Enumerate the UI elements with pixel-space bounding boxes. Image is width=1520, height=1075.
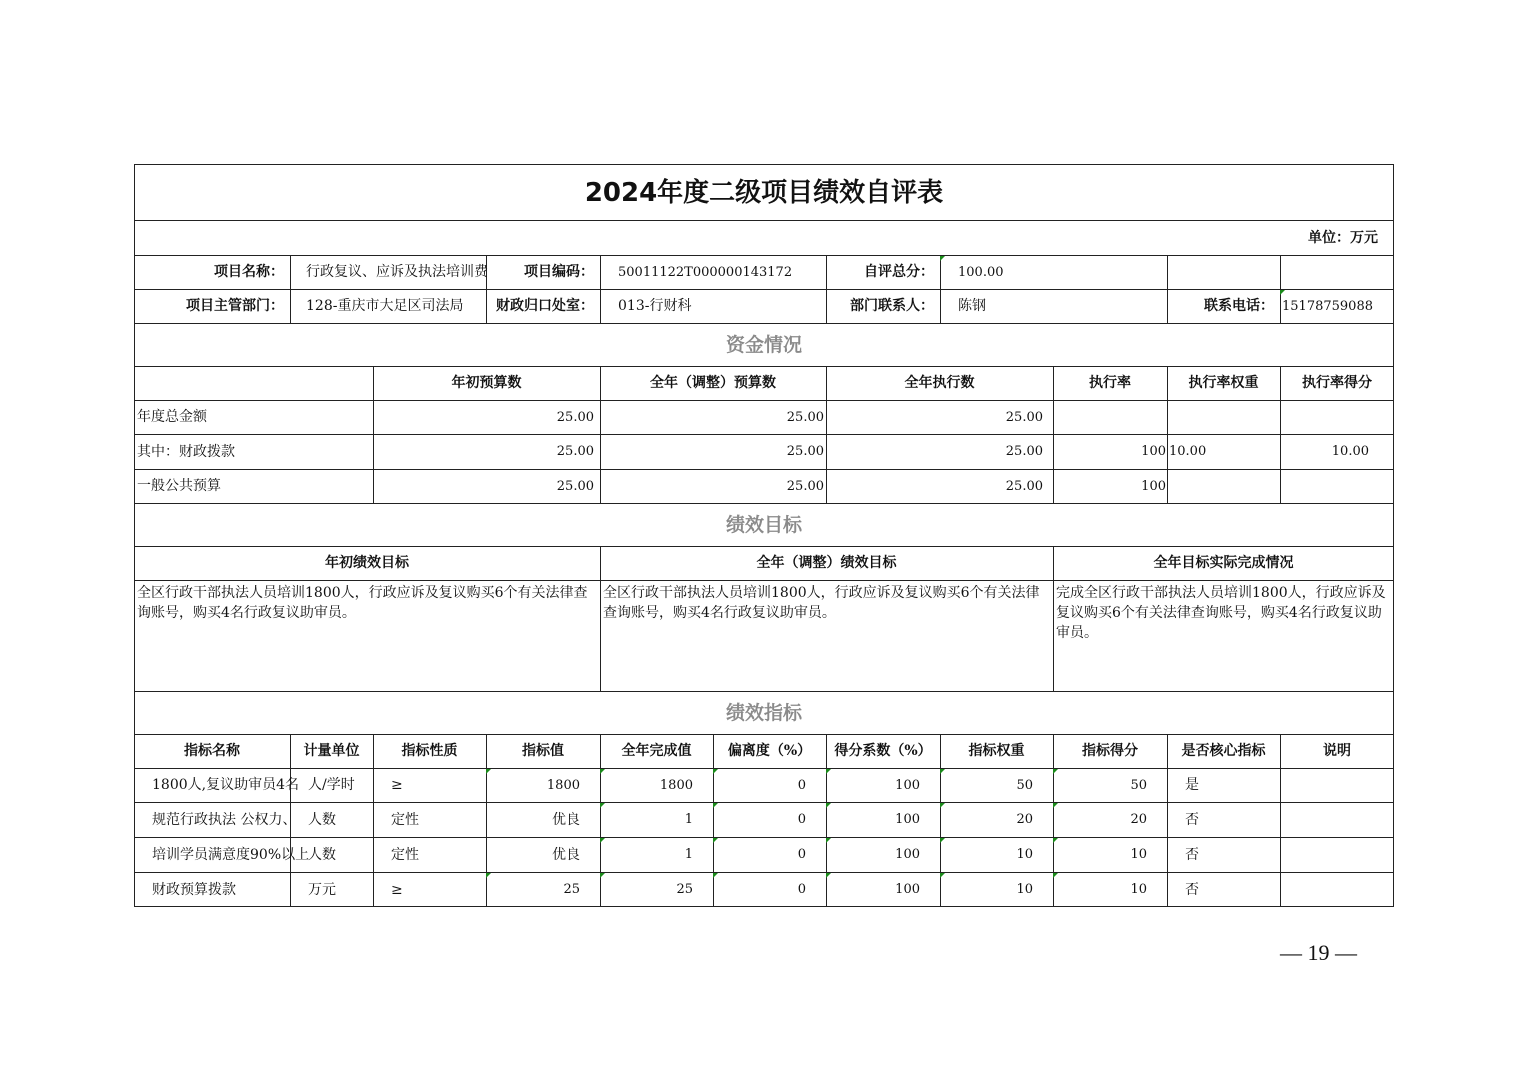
funds-cell: 25.00 — [1005, 444, 1043, 459]
initial-goal-text: 全区行政干部执法人员培训1800人，行政应诉及复议购买6个有关法律查询账号，购买4名行政复议助审员。 — [137, 585, 588, 621]
indicator-header: 指标得分 — [1082, 743, 1138, 759]
indicator-header: 指标权重 — [968, 743, 1025, 759]
unit-label: 单位：万元 — [1308, 230, 1378, 246]
funds-cell: 25.00 — [1005, 479, 1043, 494]
goals-header: 年初绩效目标 — [325, 555, 409, 571]
indicator-header: 是否核心指标 — [1181, 743, 1266, 759]
actual-completion-text: 完成全区行政干部执法人员培训1800人，行政应诉及复议购买6个有关法律查询账号，购买4名行政复议助审员。 — [1056, 585, 1386, 641]
indicator-coefficient: 100 — [826, 838, 940, 872]
funds-section-title: 资金情况 — [725, 334, 802, 356]
goals-header: 全年（调整）绩效目标 — [756, 555, 897, 571]
indicator-weight: 20 — [940, 803, 1053, 837]
dept-value: 128-重庆市大足区司法局 — [306, 298, 464, 314]
funds-cell: 25.00 — [786, 479, 824, 494]
funds-header: 执行率得分 — [1302, 375, 1372, 391]
indicator-value: 1800 — [486, 769, 600, 802]
indicator-name: 1800人,复议助审员4名 — [152, 777, 299, 793]
indicator-score: 20 — [1053, 803, 1167, 837]
indicator-coefficient: 100 — [826, 873, 940, 907]
indicator-note — [1280, 769, 1394, 802]
indicator-core: 否 — [1185, 847, 1199, 863]
funds-cell: 25.00 — [786, 444, 824, 459]
funds-cell — [1280, 470, 1394, 503]
indicator-header: 计量单位 — [303, 743, 360, 759]
funds-header: 年初预算数 — [451, 375, 522, 391]
funds-cell — [1167, 401, 1280, 434]
indicator-core: 否 — [1185, 882, 1199, 898]
contact-label: 部门联系人： — [850, 298, 934, 314]
funds-cell: 100 — [1141, 444, 1166, 459]
indicator-header: 指标名称 — [184, 743, 240, 759]
indicator-weight: 10 — [940, 873, 1053, 907]
indicator-coefficient: 100 — [826, 769, 940, 802]
indicator-score: 10 — [1053, 873, 1167, 907]
finance-value: 013-行财科 — [618, 298, 692, 314]
indicator-done: 1 — [600, 803, 713, 837]
funds-header: 执行率权重 — [1188, 375, 1259, 391]
contact-value: 陈钢 — [958, 298, 986, 314]
funds-cell — [1280, 401, 1394, 434]
goals-section-title: 绩效目标 — [725, 514, 802, 536]
indicator-value: 优良 — [552, 847, 580, 863]
funds-cell — [1167, 470, 1280, 503]
indicator-value: 优良 — [552, 812, 580, 828]
indicator-name: 财政预算拨款 — [152, 882, 236, 898]
indicator-score: 50 — [1053, 769, 1167, 802]
indicator-core: 否 — [1185, 812, 1199, 828]
indicator-weight: 50 — [940, 769, 1053, 802]
indicator-unit: 人数 — [308, 812, 336, 828]
indicator-core: 是 — [1185, 777, 1199, 793]
indicator-done: 25 — [600, 873, 713, 907]
indicator-deviation: 0 — [713, 803, 826, 837]
indicator-name: 培训学员满意度90%以上 — [152, 847, 310, 863]
score-label: 自评总分： — [864, 264, 934, 280]
indicator-unit: 万元 — [308, 882, 336, 898]
funds-header: 全年执行数 — [904, 375, 975, 391]
funds-cell — [1053, 401, 1167, 434]
score-value: 100.00 — [940, 256, 1167, 289]
funds-cell: 25.00 — [1005, 410, 1043, 425]
indicator-nature: 定性 — [391, 847, 419, 863]
project-code-label: 项目编码： — [524, 264, 594, 280]
funds-row-name: 其中：财政拨款 — [137, 444, 235, 460]
indicator-note — [1280, 803, 1394, 837]
funds-header: 全年（调整）预算数 — [650, 375, 776, 391]
funds-cell: 25.00 — [556, 479, 594, 494]
goals-header: 全年目标实际完成情况 — [1153, 555, 1294, 571]
funds-row-name: 年度总金额 — [137, 409, 207, 425]
indicator-nature: ≥ — [391, 777, 403, 793]
dept-label: 项目主管部门： — [186, 298, 284, 314]
project-name-label: 项目名称： — [214, 264, 284, 280]
funds-cell: 10.00 — [1169, 444, 1207, 459]
indicator-done: 1 — [600, 838, 713, 872]
finance-label: 财政归口处室： — [496, 298, 594, 314]
indicator-header: 指标值 — [522, 743, 564, 759]
indicator-nature: ≥ — [391, 882, 403, 898]
phone-label: 联系电话： — [1204, 298, 1274, 314]
funds-row-name: 一般公共预算 — [137, 478, 221, 494]
indicator-note — [1280, 873, 1394, 907]
page-title: 2024年度二级项目绩效自评表 — [584, 178, 944, 208]
indicator-nature: 定性 — [391, 812, 419, 828]
indicator-header: 全年完成值 — [621, 743, 692, 759]
indicator-header: 指标性质 — [401, 743, 458, 759]
funds-cell: 100 — [1141, 479, 1166, 494]
indicators-section-title: 绩效指标 — [725, 702, 802, 724]
funds-cell: 10.00 — [1331, 444, 1369, 459]
funds-cell: 25.00 — [556, 410, 594, 425]
project-code-value: 50011122T000000143172 — [618, 265, 793, 280]
indicator-coefficient: 100 — [826, 803, 940, 837]
funds-cell: 25.00 — [556, 444, 594, 459]
performance-table — [134, 164, 1394, 907]
indicator-weight: 10 — [940, 838, 1053, 872]
indicator-unit: 人/学时 — [308, 777, 355, 793]
indicator-deviation: 0 — [713, 769, 826, 802]
phone-value: 15178759088 — [1280, 290, 1394, 323]
indicator-header: 说明 — [1323, 743, 1351, 759]
page-number: — 19 — — [1280, 940, 1357, 965]
indicator-done: 1800 — [600, 769, 713, 802]
indicator-score: 10 — [1053, 838, 1167, 872]
indicator-header: 得分系数（%） — [834, 743, 932, 759]
indicator-header: 偏离度（%） — [727, 743, 812, 759]
indicator-name: 规范行政执法 公权力、 — [152, 812, 297, 828]
indicator-deviation: 0 — [713, 873, 826, 907]
funds-cell: 25.00 — [786, 410, 824, 425]
indicator-deviation: 0 — [713, 838, 826, 872]
funds-header: 执行率 — [1089, 375, 1131, 391]
indicator-value: 25 — [486, 873, 600, 907]
indicator-note — [1280, 838, 1394, 872]
project-name-value: 行政复议、应诉及执法培训费 — [306, 264, 488, 280]
indicator-unit: 人数 — [308, 847, 336, 863]
adjusted-goal-text: 全区行政干部执法人员培训1800人，行政应诉及复议购买6个有关法律查询账号，购买4名行政复议助审员。 — [603, 585, 1040, 621]
